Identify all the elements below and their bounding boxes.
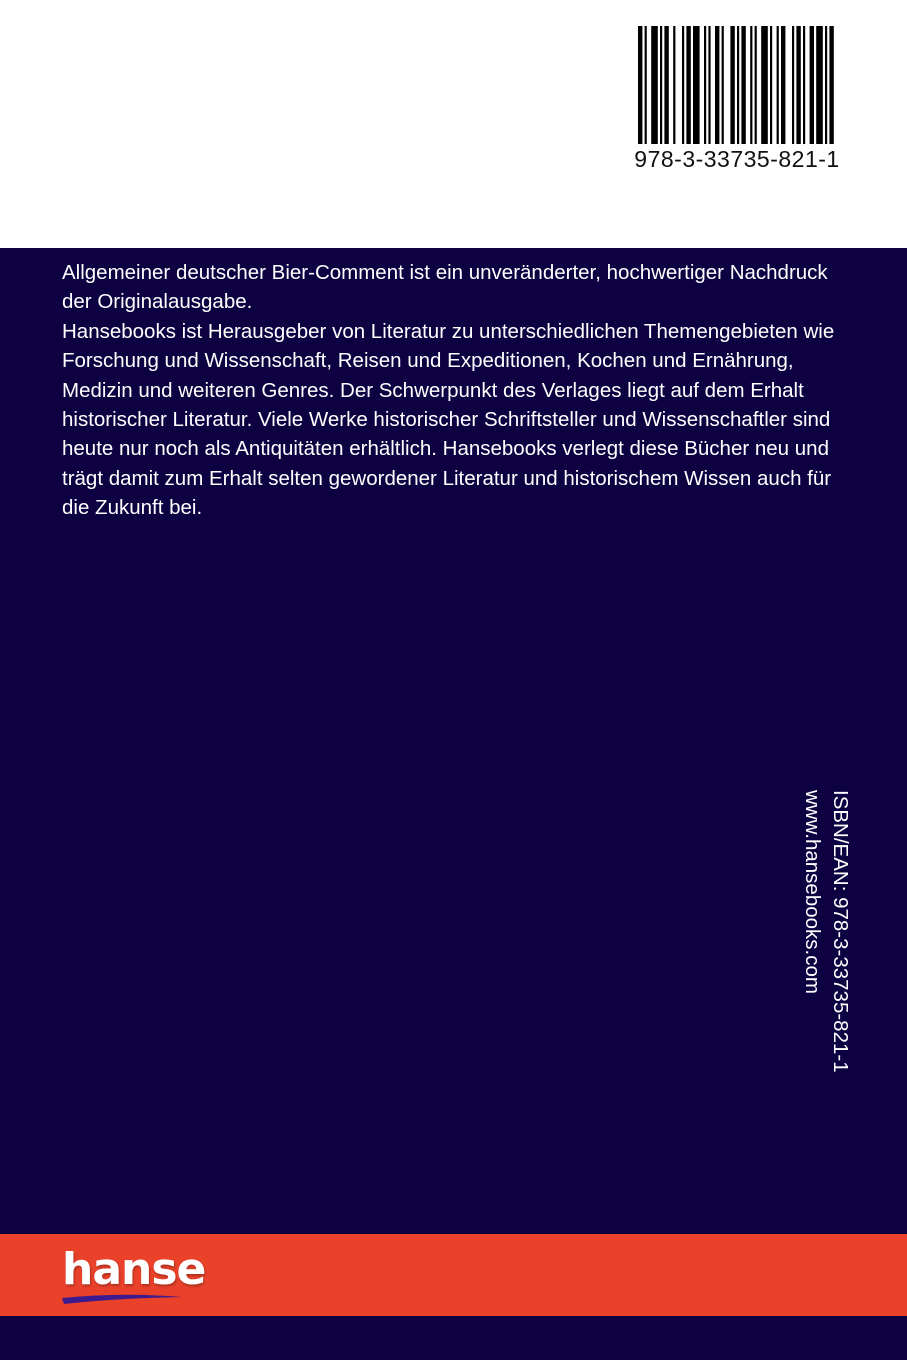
- barcode-bar: [796, 26, 800, 144]
- barcode-bar: [777, 26, 779, 144]
- barcode-bar: [816, 26, 823, 144]
- barcode-bar: [638, 26, 642, 144]
- barcode-bar: [770, 26, 772, 144]
- barcode-bar: [761, 26, 768, 144]
- barcode-bar: [704, 26, 706, 144]
- barcode-number: 978-3-33735-821-1: [634, 146, 840, 172]
- barcode-bar: [829, 26, 833, 144]
- barcode-bar: [792, 26, 794, 144]
- barcode-bar: [708, 26, 710, 144]
- barcode-bar: [660, 26, 662, 144]
- book-description: [62, 258, 852, 523]
- barcode: [632, 24, 842, 176]
- barcode-bar: [693, 26, 700, 144]
- logo-swoosh-icon: [60, 1290, 185, 1306]
- spine-info: [798, 790, 854, 1096]
- barcode-bar: [750, 26, 752, 144]
- description-paragraph-1: Allgemeiner deutscher Bier-Comment ist ein unveränderter, hochwertiger Nachdruck der Originalausgabe.: [62, 261, 828, 314]
- barcode-bar: [686, 26, 690, 144]
- barcode-bar: [651, 26, 658, 144]
- bottom-strip: [0, 1316, 907, 1360]
- barcode-bar: [810, 26, 814, 144]
- barcode-bar: [682, 26, 684, 144]
- barcode-bar: [741, 26, 745, 144]
- barcode-bar: [825, 26, 827, 144]
- barcode-bars: [638, 26, 836, 146]
- barcode-bar: [645, 26, 647, 144]
- isbn-text: ISBN/EAN: 978-3-33735-821-1: [829, 790, 852, 1073]
- website-text: www.hansebooks.com: [801, 790, 824, 994]
- barcode-bar: [673, 26, 675, 144]
- description-paragraph-2: Hansebooks ist Herausgeber von Literatur zu unterschiedlichen Themengebieten wie Forschung und Wissenschaft, Reisen und Expeditionen, Kochen und Ernährung, Medizin und weiteren Genres. Der Schwerpunkt des Verlages liegt auf dem Erhalt historischer Literatur. Viele Werke historischer Schriftsteller und Wissenschaftler sind heute nur noch als Antiquitäten erhältlich. Hansebooks verlegt diese Bücher neu und trägt damit zum Erhalt selten gewordener Literatur und historischem Wissen auch für die Zukunft bei.: [62, 319, 835, 520]
- barcode-bar: [730, 26, 734, 144]
- hanse-logo: hanse: [62, 1244, 206, 1295]
- barcode-bar: [781, 26, 785, 144]
- barcode-bar: [755, 26, 757, 144]
- top-white-panel: [0, 0, 907, 248]
- barcode-bar: [737, 26, 739, 144]
- barcode-bar: [664, 26, 668, 144]
- barcode-bar: [803, 26, 805, 144]
- barcode-bar: [722, 26, 724, 144]
- barcode-bar: [715, 26, 719, 144]
